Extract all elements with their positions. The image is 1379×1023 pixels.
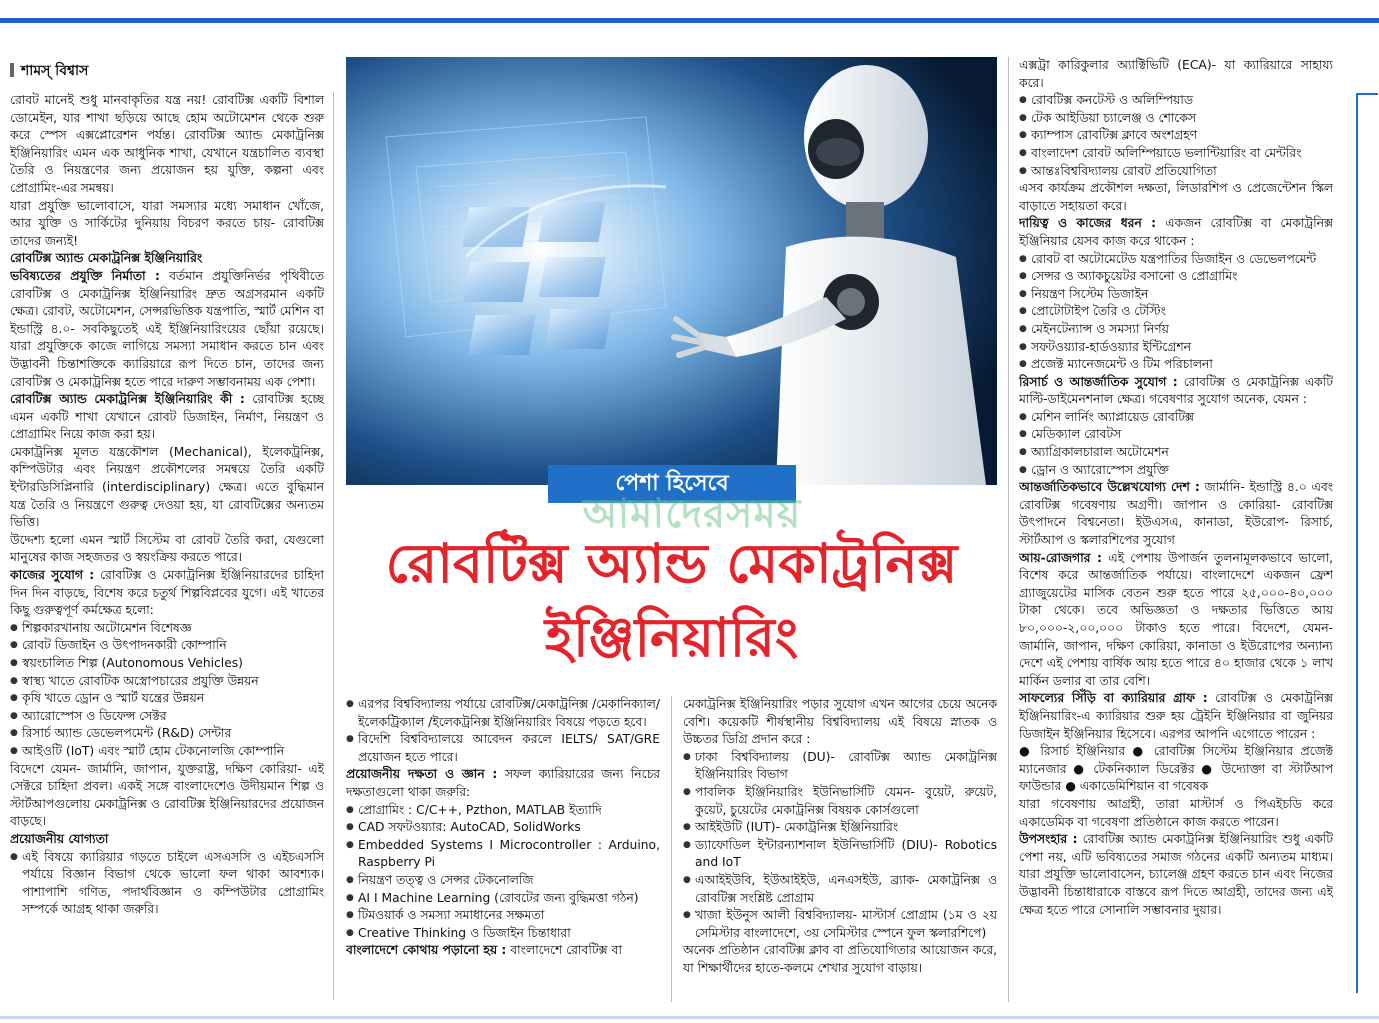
subheading: উপসংহার : — [1019, 832, 1078, 847]
subheading: দায়িত্ব ও কাজের ধরন : — [1019, 216, 1157, 231]
list-item: ● পাবলিক ইঞ্জিনিয়ারিং ইউনিভার্সিটি যেমন- বুয়েট, রুয়েট, কুয়েট, চুয়েটের মেকাট্রনিক্স বিষয়ক কোর্সগুলো — [683, 784, 997, 819]
section-tag: পেশা হিসেবে — [548, 465, 796, 503]
paragraph: অনেক প্রতিষ্ঠান রোবটিক্স ক্লাব বা প্রতিযোগিতার আয়োজন করে, যা শিক্ষার্থীদের হাতে-কলমে শেখার সুযোগ বাড়ায়। — [683, 943, 997, 975]
paragraph: উদ্দেশ্য হলো এমন স্মার্ট সিস্টেম বা রোবট তৈরি করা, যেগুলো মানুষের কাজ সহজতর ও স্বয়ংক্রিয় করতে পারে। — [10, 532, 324, 565]
column-divider — [333, 92, 334, 1000]
robot-illustration — [346, 57, 997, 485]
robot-hero-image — [346, 57, 997, 485]
list-item: ● CAD সফটওয়্যার: AutoCAD, SolidWorks — [346, 819, 660, 837]
subheading: আয়-রোজগার : — [1019, 550, 1102, 565]
paragraph: ● রিসার্চ ইঞ্জিনিয়ার ● রোবটিক্স সিস্টেম ইঞ্জিনিয়ার প্রজেক্ট ম্যানেজার ● টেকনিক্যাল ডিরেক্টর ● উদ্যোক্তা বা স্টার্টআপ ফাউন্ডার ● একাডেমিশিয়ান বা গবেষক — [1019, 744, 1333, 794]
subheading: ভবিষ্যতের প্রযুক্তি নির্মাতা : — [10, 268, 160, 283]
bullet-list — [1019, 409, 1333, 479]
list-item: ● কৃষি খাতে ড্রোন ও স্মার্ট যন্ত্রের উন্নয়ন — [10, 690, 324, 708]
paragraph: দায়িত্ব ও কাজের ধরন : একজন রোবটিক্স বা মেকাট্রনিক্স ইঞ্জিনিয়ার যেসব কাজ করে থাকেন : — [1019, 216, 1333, 248]
column-1 — [10, 92, 324, 1004]
list-item: ● রিসার্চ অ্যান্ড ডেভেলপমেন্ট (R&D) সেন্টার — [10, 725, 324, 743]
bottom-rule — [0, 1016, 1379, 1019]
paragraph: রোবটিক্স অ্যান্ড মেকাট্রনিক্স ইঞ্জিনিয়ারিং কী : রোবটিক্স হচ্ছে এমন একটি শাখা যেখানে রোবট ডিজাইন, নির্মাণ, নিয়ন্ত্রণ ও প্রোগ্রামিং নিয়ে কাজ করা হয়। — [10, 392, 324, 442]
column-divider — [671, 696, 672, 1002]
list-item: ● আইওটি (IoT) এবং স্মার্ট হোম টেকনোলজি কোম্পানি — [10, 743, 324, 761]
paragraph: রিসার্চ ও আন্তর্জাতিক সুযোগ : রোবটিক্স ও মেকাট্রনিক্স একটি মাল্টি-ডাইমেনশনাল ক্ষেত্র। গবেষণার সুযোগ অনেক, যেমন : — [1019, 374, 1333, 407]
list-item: ● রোবট বা অটোমেটেড যন্ত্রপাতির ডিজাইন ও ডেভেলপমেন্ট — [1019, 251, 1333, 269]
column-3 — [683, 696, 997, 1006]
paragraph: কাজের সুযোগ : রোবটিক্স ও মেকাট্রনিক্স ইঞ্জিনিয়ারদের চাহিদা দিন দিন বাড়ছে, বিশেষ করে চতুর্থ শিল্পবিপ্লবের যুগে। এই খাতের কিছু গুরুত্বপূর্ণ কর্মক্ষেত্র হলো: — [10, 568, 324, 618]
paragraph: আয়-রোজগার : এই পেশায় উপার্জন তুলনামূলকভাবে ভালো, বিশেষ করে আন্তর্জাতিক পর্যায়ে। বাংলাদেশে একজন ফ্রেশ গ্র্যাজুয়েটের মাসিক বেতন শুরু হতে পারে ২৫,০০০-৪০,০০০ টাকা থেকে। তবে অভিজ্ঞতা ও দক্ষতার ভিত্তিতে আয় ৮০,০০০-২,০০,০০০ টাকাও হতে পারে। বিদেশে, যেমন- জার্মানি, জাপান, দক্ষিণ কোরিয়া, কানাডা ও ইউরোপের অন্যান্য দেশে এই পেশায় বার্ষিক আয় হতে পারে ৪০ হাজার থেকে ১ লাখ মার্কিন ডলার বা তার বেশি। — [1019, 550, 1333, 688]
paragraph: ভবিষ্যতের প্রযুক্তি নির্মাতা : বর্তমান প্রযুক্তিনির্ভর পৃথিবীতে রোবটিক্স ও মেকাট্রনিক্স ইঞ্জিনিয়ারিং দ্রুত অগ্রসরমান একটি ক্ষেত্র। রোবট, অটোমেশন, সেন্সরভিত্তিক যন্ত্রপাতি, স্মার্ট মেশিন বা ইন্ডাস্ট্রি ৪.০- সবকিছুতেই এই ইঞ্জিনিয়ারিংয়ের ছোঁয়া রয়েছে। যারা প্রযুক্তিকে কাজে লাগিয়ে সমস্যা সমাধান করতে চান এবং উদ্ভাবনী চিন্তাশক্তিকে ক্যারিয়ারে রূপ দিতে চান, তাদের জন্য রোবটিক্স ও মেকাট্রনিক্স হতে পারে দারুণ সম্ভাবনাময় এক পেশা। — [10, 268, 324, 389]
author-byline: শামস্ বিশ্বাস — [10, 59, 88, 83]
paragraph: আন্তর্জাতিকভাবে উল্লেখযোগ্য দেশ : জার্মানি- ইন্ডাস্ট্রি ৪.০ এবং রোবটিক্স গবেষণায় অগ্রণী। জাপান ও কোরিয়া- রোবটিক্স উৎপাদনে বিশ্বনেতা। ইউএসএ, কানাডা, ইউরোপ- রিসার্চ, স্টার্টআপ ও স্কলারশিপের সুযোগ — [1019, 480, 1333, 548]
list-item: ● স্বয়ংচালিত শিল্প (Autonomous Vehicles) — [10, 655, 324, 673]
list-item: ● মেইনটেন্যান্স ও সমস্যা নির্ণয় — [1019, 321, 1333, 339]
list-item: ● সেন্সর ও অ্যাকচুয়েটর বসানো ও প্রোগ্রামিং — [1019, 268, 1333, 286]
list-item: ● শিল্পকারখানায় অটোমেশন বিশেষজ্ঞ — [10, 620, 324, 638]
bullet-list — [346, 696, 660, 766]
list-item: ● সফটওয়্যার-হার্ডওয়্যার ইন্টিগ্রেশন — [1019, 339, 1333, 357]
bullet-list — [10, 849, 324, 919]
list-item: ● প্রোটোটাইপ তৈরি ও টেস্টিং — [1019, 303, 1333, 321]
paragraph: যারা গবেষণায় আগ্রহী, তারা মাস্টার্স ও পিএইচডি করে একাডেমিক বা গবেষণা প্রতিষ্ঠানে কাজ করতে পারেন। — [1019, 796, 1333, 829]
list-item: ● মেডিক্যাল রোবটস — [1019, 426, 1333, 444]
subheading: প্রয়োজনীয় দক্ষতা ও জ্ঞান : — [346, 767, 498, 782]
paragraph: যারা প্রযুক্তি ভালোবাসে, যারা সমস্যার মধ্যে সমাধান খোঁজে, আর যুক্তি ও সার্কিটের দুনিয়ায় বিচরণ করতে চায়- রোবটিক্স তাদের জন্যই! — [10, 198, 324, 248]
list-item: ● Creative Thinking ও ডিজাইন চিন্তাধারা — [346, 925, 660, 943]
list-item: ● রোবট ডিজাইন ও উৎপাদনকারী কোম্পানি — [10, 637, 324, 655]
list-item: ● অ্যারোস্পেস ও ডিফেন্স সেক্টর — [10, 708, 324, 726]
list-item: ● আইইউটি (IUT)- মেকাট্রনিক্স ইঞ্জিনিয়ারিং — [683, 819, 997, 837]
paragraph: বাংলাদেশে কোথায় পড়ানো হয় : বাংলাদেশে রোবটিক্স বা — [346, 943, 622, 958]
headline — [346, 527, 997, 675]
column-divider — [1008, 57, 1009, 1002]
list-item: ● অ্যাগ্রিকালচারাল অটোমেশন — [1019, 444, 1333, 462]
paragraph: এসব কার্যক্রম প্রকৌশল দক্ষতা, লিডারশিপ ও প্রেজেন্টেশন স্কিল বাড়াতে সহায়তা করে। — [1019, 181, 1333, 213]
subheading: সাফল্যের সিঁড়ি বা ক্যারিয়ার গ্রাফ : — [1019, 691, 1208, 706]
publication-watermark: আমাদেরসময় — [582, 491, 802, 537]
bullet-list — [346, 802, 660, 943]
paragraph: উপসংহার : রোবটিক্স অ্যান্ড মেকাট্রনিক্স ইঞ্জিনিয়ারিং শুধু একটি পেশা নয়, এটি ভবিষ্যতের সমাজ গঠনের একটি অন্যতম মাধ্যম। যারা প্রযুক্তি ভালোবাসেন, চ্যালেঞ্জ গ্রহণ করতে চান এবং নিজের উদ্ভাবনী চিন্তাধারাকে বাস্তবে রূপ দিতে আগ্রহী, তাদের জন্য এই ক্ষেত্র হতে পারে সোনালি সম্ভাবনার দুয়ার। — [1019, 832, 1333, 917]
subheading: আন্তর্জাতিকভাবে উল্লেখযোগ্য দেশ : — [1019, 480, 1200, 495]
subheading: রোবটিক্স অ্যান্ড মেকাট্রনিক্স ইঞ্জিনিয়ারিং কী : — [10, 392, 245, 407]
list-item: ● বিদেশি বিশ্ববিদ্যালয়ে আবেদন করলে IELTS/ SAT/GRE প্রয়োজন হতে পারে। — [346, 731, 660, 766]
paragraph: এক্সট্রা কারিকুলার অ্যাক্টিভিটি (ECA)- যা ক্যারিয়ারে সাহায্য করে। — [1019, 58, 1333, 90]
subheading: বাংলাদেশে কোথায় পড়ানো হয় : — [346, 943, 507, 958]
list-item: ● এই বিষয়ে ক্যারিয়ার গড়তে চাইলে এসএসসি ও এইচএসসি পর্যায়ে বিজ্ঞান বিভাগ থেকে ভালো ফল থাকা আবশ্যক। পাশাপাশি গণিত, পদার্থবিজ্ঞান ও কম্পিউটার প্রোগ্রামিং সম্পর্কে আগ্রহ থাকা জরুরি। — [10, 849, 324, 919]
list-item: ● টেক আইডিয়া চ্যালেঞ্জ ও শোকেস — [1019, 110, 1333, 128]
bullet-list — [1019, 92, 1333, 180]
list-item: ● প্রোগ্রামিং : C/C++, Pzthon, MATLAB ইত্যাদি — [346, 802, 660, 820]
list-item: ● আন্তঃবিশ্ববিদ্যালয় রোবট প্রতিযোগিতা — [1019, 163, 1333, 181]
bullet-list — [1019, 251, 1333, 374]
column-2 — [346, 696, 660, 1006]
headline-line-1: রোবটিক্স অ্যান্ড মেকাট্রনিক্স — [385, 532, 958, 595]
paragraph: প্রয়োজনীয় দক্ষতা ও জ্ঞান : সফল ক্যারিয়ারের জন্য নিচের দক্ষতাগুলো থাকা জরুরি: — [346, 767, 660, 799]
list-item: ● এরপর বিশ্ববিদ্যালয় পর্যায়ে রোবটিক্স/মেকাট্রনিক্স /মেকানিক্যাল/ ইলেকট্রিক্যাল /ইলেকট্রনিক্স ইঞ্জিনিয়ারিং বিষয়ে পড়তে হবে। — [346, 696, 660, 731]
list-item: ● ক্যাম্পাস রোবটিক্স ক্লাবে অংশগ্রহণ — [1019, 127, 1333, 145]
list-item: ● টিমওয়ার্ক ও সমস্যা সমাধানের সক্ষমতা — [346, 907, 660, 925]
bullet-list — [683, 749, 997, 943]
list-item: ● ঢাকা বিশ্ববিদ্যালয় (DU)- রোবটিক্স অ্যান্ড মেকাট্রনিক্স ইঞ্জিনিয়ারিং বিভাগ — [683, 749, 997, 784]
list-item: ● বাংলাদেশ রোবট অলিম্পিয়াডে ভলান্টিয়ারিং বা মেন্টরিং — [1019, 145, 1333, 163]
list-item: ● ড্রোন ও অ্যারোস্পেস প্রযুক্তি — [1019, 462, 1333, 480]
list-item: ● নিয়ন্ত্রণ সিস্টেম ডিজাইন — [1019, 286, 1333, 304]
page-edge-rule — [1356, 93, 1378, 95]
list-item: ● মেশিন লার্নিং অ্যাপ্লায়েড রোবটিক্স — [1019, 409, 1333, 427]
list-item: ● প্রজেক্ট ম্যানেজমেন্ট ও টিম পরিচালনা — [1019, 356, 1333, 374]
list-item: ● নিয়ন্ত্রণ তত্ত্ব ও সেন্সর টেকনোলজি — [346, 872, 660, 890]
subheading: প্রয়োজনীয় যোগ্যতা — [10, 831, 109, 846]
paragraph: বিদেশে যেমন- জার্মানি, জাপান, যুক্তরাষ্ট্র, দক্ষিণ কোরিয়া- এই সেক্টরে চাহিদা প্রবল। একই সঙ্গে বাংলাদেশেও উদীয়মান শিল্প ও স্টার্টআপগুলোয় মেকাট্রনিক্স ও রোবটিক্স ইঞ্জিনিয়ারদের প্রয়োজন বাড়ছে। — [10, 761, 324, 829]
list-item: ● AI I Machine Learning (রোবটের জন্য বুদ্ধিমত্তা গঠন) — [346, 890, 660, 908]
paragraph: সাফল্যের সিঁড়ি বা ক্যারিয়ার গ্রাফ : রোবটিক্স ও মেকাট্রনিক্স ইঞ্জিনিয়ারিং-এ ক্যারিয়ার শুরু হয় ট্রেইনি ইঞ্জিনিয়ার বা জুনিয়র ডিজাইন ইঞ্জিনিয়ার হিসেবে। এরপর আপনি এগোতে পারেন : — [1019, 691, 1333, 741]
paragraph: মেকাট্রনিক্স ইঞ্জিনিয়ারিং পড়ার সুযোগ এখন আগের চেয়ে অনেক বেশি। কয়েকটি শীর্ষস্থানীয় বিশ্ববিদ্যালয় এই বিষয়ে স্নাতক ও উচ্চতর ডিগ্রি প্রদান করে : — [683, 697, 997, 747]
subheading: রিসার্চ ও আন্তর্জাতিক সুযোগ : — [1019, 374, 1178, 389]
headline-line-2: ইঞ্জিনিয়ারিং — [544, 606, 799, 669]
column-4 — [1019, 57, 1333, 1005]
bullet-list — [10, 620, 324, 761]
list-item: ● রোবটিক্স কনটেস্ট ও অলিম্পিয়াড — [1019, 92, 1333, 110]
list-item: ● খাজা ইউনুস আলী বিশ্ববিদ্যালয়- মাস্টার্স প্রোগ্রাম (১ম ও ২য় সেমিস্টার বাংলাদেশে, ৩য় সেমিস্টার স্পেনে ফুল স্কলারশিপে) — [683, 907, 997, 942]
page-edge-rule — [1356, 93, 1358, 993]
list-item: ● ড্যাফোডিল ইন্টারন্যাশনাল ইউনিভার্সিটি (DIU)- Robotics and IoT — [683, 837, 997, 872]
paragraph: মেকাট্রনিক্স মূলত যন্ত্রকৌশল (Mechanical), ইলেকট্রনিক্স, কম্পিউটার এবং নিয়ন্ত্রণ প্রকৌশলের সমন্বয়ে তৈরি একটি ইন্টারডিসিপ্লিনারি (interdisciplinary) ক্ষেত্র। এতে বুদ্ধিমান যন্ত্র তৈরি ও নিয়ন্ত্রণে গুরুত্ব দেওয়া হয়, যা রোবটিক্সের অন্যতম ভিত্তি। — [10, 444, 324, 530]
subheading: কাজের সুযোগ : — [10, 568, 95, 583]
top-rule — [0, 18, 1379, 23]
subheading: রোবটিক্স অ্যান্ড মেকাট্রনিক্স ইঞ্জিনিয়ারিং — [10, 251, 203, 266]
paragraph: রোবট মানেই শুধু মানবাকৃতির যন্ত্র নয়! রোবটিক্স একটি বিশাল ডোমেইন, যার শাখা ছড়িয়ে আছে হোম অটোমেশন থেকে শুরু করে স্পেস এক্সপ্লোরেশন পর্যন্ত। রোবটিক্স অ্যান্ড মেকাট্রনিক্স ইঞ্জিনিয়ারিং এমন এক আধুনিক শাখা, যেখানে যন্ত্রচালিত ব্যবস্থা তৈরি ও নিয়ন্ত্রণের জন্য প্রয়োজন হয় যুক্তি, কল্পনা এবং প্রোগ্রামিং-এর সমন্বয়। — [10, 93, 324, 195]
list-item: ● এআইইউবি, ইউআইইউ, এনএসইউ, ব্র্যাক- মেকাট্রনিক্স ও রোবটিক্স সংশ্লিষ্ট প্রোগ্রাম — [683, 872, 997, 907]
list-item: ● Embedded Systems I Microcontroller : Arduino, Raspberry Pi — [346, 837, 660, 872]
list-item: ● স্বাস্থ্য খাতে রোবটিক অস্ত্রোপচারের প্রযুক্তি উন্নয়ন — [10, 673, 324, 691]
